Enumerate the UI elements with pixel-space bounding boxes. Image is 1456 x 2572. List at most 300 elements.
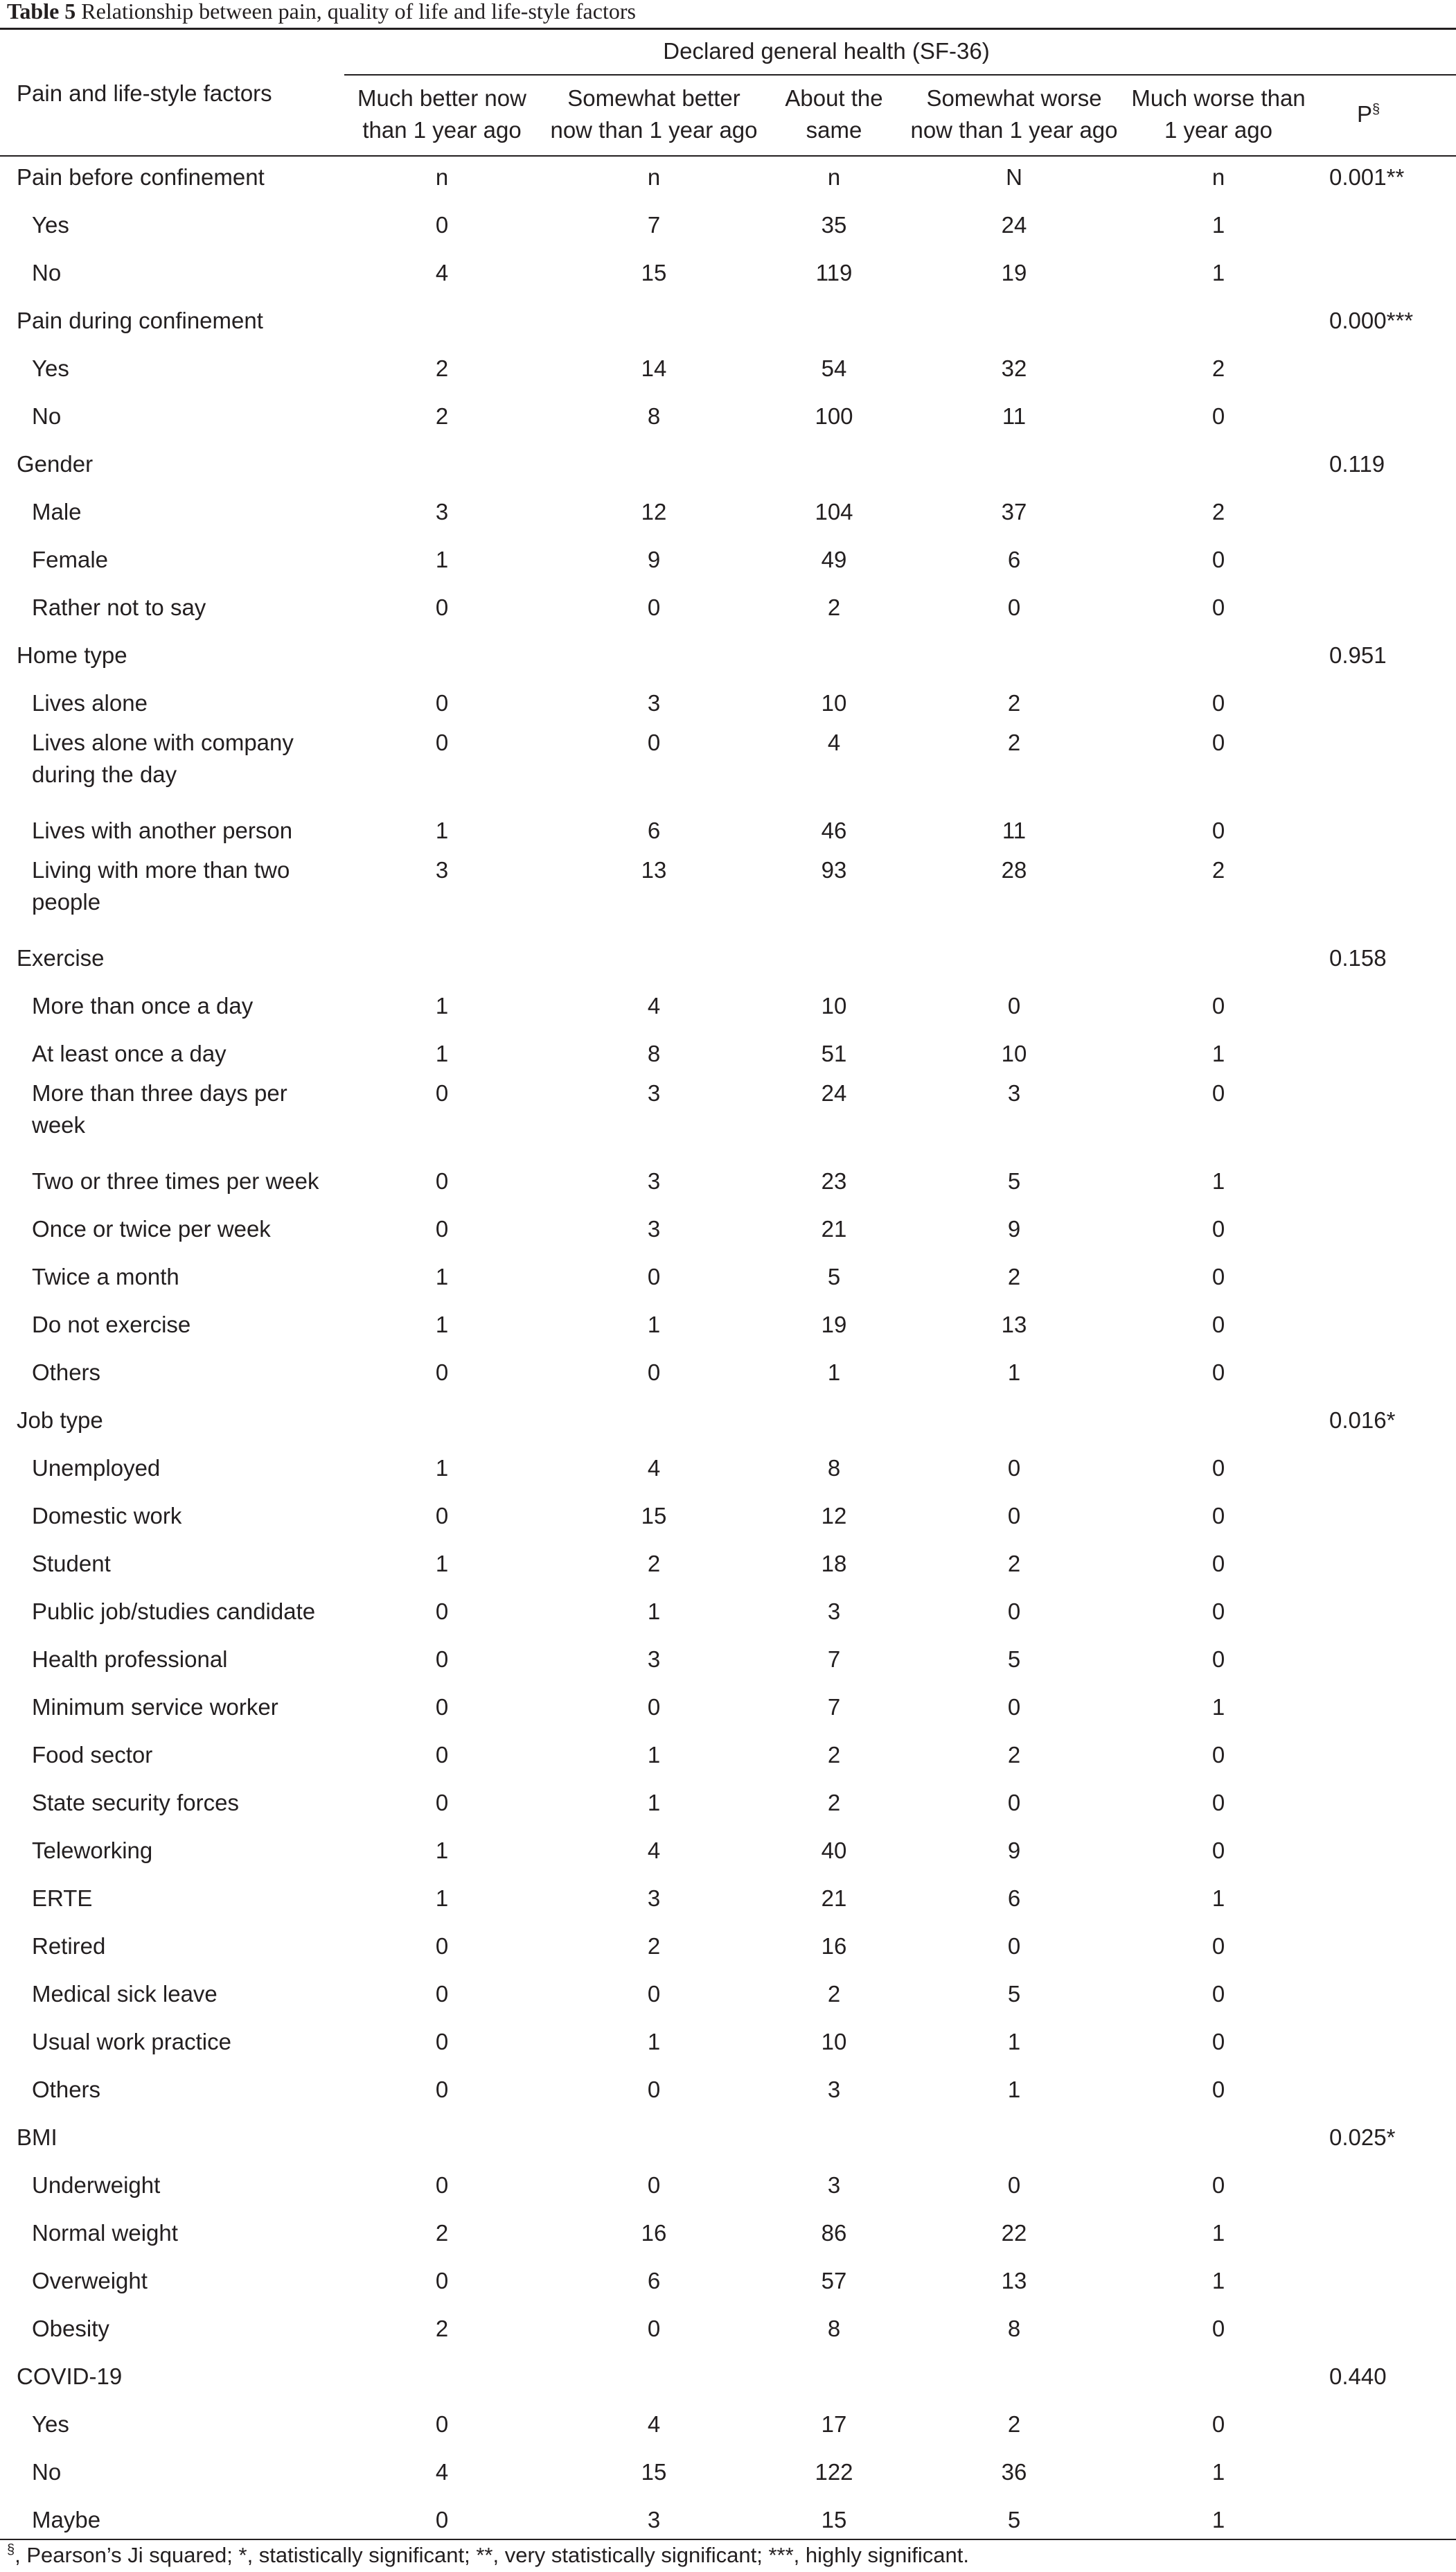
section-header-cell: [540, 2352, 768, 2400]
section-header-cell: [540, 1396, 768, 1444]
table-cell: 93: [821, 857, 847, 883]
table-cell: 1: [647, 1741, 661, 1768]
table-cell: 5: [1007, 1168, 1021, 1194]
table-cell: 2: [827, 1789, 841, 1815]
table-cell: 0: [1211, 1646, 1225, 1672]
table-cell: 14: [641, 355, 667, 381]
table-cell: 3: [647, 1080, 661, 1106]
table-caption: Relationship between pain, quality of life and life-style factors: [81, 0, 636, 24]
column-header: Much worse than 1 year ago: [1131, 85, 1306, 143]
section-header-cell: [768, 631, 900, 679]
section-title: BMI: [17, 2124, 57, 2150]
table-cell: 4: [435, 2458, 449, 2485]
table-cell: 3: [1007, 1080, 1021, 1106]
table-cell: 0: [1211, 1837, 1225, 1863]
row-label: Do not exercise: [32, 1311, 191, 1337]
table-cell: 4: [647, 992, 661, 1019]
row-label: Lives alone with company during the day: [32, 730, 294, 787]
section-header-cell: [768, 2352, 900, 2400]
table-cell: 8: [827, 1454, 841, 1481]
table-cell: 0: [1007, 1454, 1021, 1481]
row-label: Yes: [32, 355, 69, 381]
table-cell: 4: [827, 730, 841, 755]
column-header: Somewhat better now than 1 year ago: [550, 85, 758, 143]
row-label: Living with more than two people: [32, 857, 290, 915]
table-cell: 3: [827, 2172, 841, 2198]
table-cell: 122: [815, 2458, 853, 2485]
table-cell: 2: [827, 1741, 841, 1768]
table-cell: 0: [647, 730, 661, 755]
table-cell: 0: [435, 2076, 449, 2102]
table-label: Table 5: [7, 0, 76, 24]
table-cell: 4: [647, 1454, 661, 1481]
row-label: Food sector: [32, 1741, 153, 1768]
section-title: Job type: [17, 1407, 103, 1433]
table-cell: 4: [435, 259, 449, 285]
table-cell: 1: [1211, 2219, 1225, 2246]
table-row: [0, 1253, 1456, 1301]
table-cell: 0: [1007, 2172, 1021, 2198]
table-cell: 0: [435, 2506, 449, 2533]
table-cell: 0: [1211, 2076, 1225, 2102]
table-cell: 11: [1002, 403, 1027, 429]
table-cell: 5: [827, 1263, 841, 1289]
row-label: No: [32, 403, 62, 429]
table-cell: 10: [821, 2028, 847, 2054]
table-cell: 1: [1211, 1040, 1225, 1066]
table-row: [0, 2448, 1456, 2496]
section-header-cell: [344, 297, 540, 344]
row-label: Lives with another person: [32, 817, 293, 843]
table-cell: 0: [1211, 992, 1225, 1019]
table-row: [0, 1587, 1456, 1635]
table-row: [0, 583, 1456, 631]
row-label: Usual work practice: [32, 2028, 231, 2054]
table-cell: 0: [647, 1359, 661, 1385]
table-cell: 3: [827, 1598, 841, 1624]
table-row: [0, 1205, 1456, 1253]
row-label: Underweight: [32, 2172, 161, 2198]
row-label: Others: [32, 2076, 101, 2102]
table-row: [0, 807, 1456, 854]
section-title: COVID-19: [17, 2363, 123, 2389]
row-label: Others: [32, 1359, 101, 1385]
section-header-cell: [540, 2113, 768, 2161]
table-cell: 119: [815, 259, 853, 285]
table-row: [0, 344, 1456, 392]
section-header-cell: N: [1006, 164, 1022, 190]
table-cell: 22: [1001, 2219, 1027, 2246]
table-cell: 0: [1211, 2411, 1225, 2437]
row-label: Normal weight: [32, 2219, 178, 2246]
table-cell: 13: [641, 857, 667, 883]
header-row-group: [0, 28, 1456, 75]
table-row: [0, 2400, 1456, 2448]
table-cell: 49: [821, 546, 847, 572]
table-row: [0, 201, 1456, 249]
row-label: More than three days per week: [32, 1080, 287, 1138]
section-header-cell: [900, 934, 1128, 982]
table-cell: 7: [647, 211, 661, 238]
table-cell: 2: [435, 2315, 449, 2341]
section-header-cell: [900, 2113, 1128, 2161]
table-cell: 0: [435, 1741, 449, 1768]
table-cell: 0: [435, 2267, 449, 2293]
table-cell: 15: [641, 259, 667, 285]
p-value: 0.016*: [1329, 1407, 1396, 1433]
p-value: 0.951: [1329, 642, 1387, 668]
table-cell: 0: [435, 1646, 449, 1672]
table-cell: 3: [435, 498, 449, 525]
table-cell: 0: [435, 2411, 449, 2437]
table-cell: 0: [647, 1693, 661, 1720]
section-header-cell: [344, 934, 540, 982]
table-row: [0, 1030, 1456, 1077]
table-cell: 28: [1001, 857, 1027, 883]
table-cell: 0: [435, 1080, 449, 1106]
table-cell: 0: [1211, 1741, 1225, 1768]
table-cell: 0: [647, 2076, 661, 2102]
table-cell: 10: [1001, 1040, 1027, 1066]
section-header-cell: [900, 440, 1128, 488]
section-header-cell: [540, 631, 768, 679]
table-cell: 2: [1007, 689, 1021, 716]
row-label: Health professional: [32, 1646, 228, 1672]
table-row: [0, 1444, 1456, 1492]
section-title: Pain before confinement: [17, 164, 265, 190]
section-header-cell: [768, 2113, 900, 2161]
section-header-cell: n: [827, 164, 841, 190]
table-cell: 16: [821, 1932, 847, 1959]
table-cell: 0: [1211, 2172, 1225, 2198]
table-cell: 23: [821, 1168, 847, 1194]
table-cell: 0: [1007, 1598, 1021, 1624]
table-row: [0, 2018, 1456, 2065]
section-header-cell: [768, 440, 900, 488]
section-header-cell: [900, 631, 1128, 679]
table-cell: 0: [1211, 817, 1225, 843]
table-cell: 0: [435, 1215, 449, 1242]
table-cell: 0: [647, 2172, 661, 2198]
section-header-cell: [1128, 934, 1308, 982]
section-header-cell: [344, 1396, 540, 1444]
table-cell: 6: [1007, 1885, 1021, 1911]
table-cell: 0: [435, 689, 449, 716]
table-cell: 1: [435, 817, 449, 843]
table-cell: 2: [435, 355, 449, 381]
section-title: Gender: [17, 450, 94, 477]
row-label: Minimum service worker: [32, 1693, 278, 1720]
table-cell: 2: [1007, 1263, 1021, 1289]
table-row: [0, 2209, 1456, 2257]
table-cell: 13: [1001, 2267, 1027, 2293]
section-header-cell: [900, 297, 1128, 344]
group-header: Declared general health (SF-36): [663, 38, 990, 64]
table-cell: 1: [435, 1040, 449, 1066]
row-label: Yes: [32, 211, 69, 238]
table-cell: 4: [647, 1837, 661, 1863]
table-cell: 1: [647, 1311, 661, 1337]
table-cell: 10: [821, 689, 847, 716]
table-cell: 0: [1211, 1932, 1225, 1959]
section-header-row: [0, 297, 1456, 344]
table-cell: 1: [647, 1789, 661, 1815]
table-cell: 0: [1211, 1789, 1225, 1815]
table-cell: 6: [647, 817, 661, 843]
row-label: Student: [32, 1550, 111, 1576]
row-label: Maybe: [32, 2506, 101, 2533]
table-row: [0, 1826, 1456, 1874]
section-header-cell: [768, 297, 900, 344]
section-header-cell: [768, 1396, 900, 1444]
table-cell: 0: [1211, 594, 1225, 620]
section-header-cell: n: [1211, 164, 1225, 190]
table-cell: 9: [1007, 1837, 1021, 1863]
table-body: [0, 28, 1456, 2544]
table-cell: 12: [821, 1502, 847, 1529]
table-row: [0, 727, 1456, 807]
row-label: Yes: [32, 2411, 69, 2437]
table-cell: 1: [435, 1885, 449, 1911]
section-header-cell: [1128, 631, 1308, 679]
table-cell: 0: [1211, 546, 1225, 572]
section-header-row: [0, 2113, 1456, 2161]
table-cell: 0: [1211, 1550, 1225, 1576]
table-cell: 3: [435, 857, 449, 883]
table-cell: 2: [435, 403, 449, 429]
column-header: About the same: [785, 85, 883, 143]
table-cell: 37: [1001, 498, 1027, 525]
table-row: [0, 1348, 1456, 1396]
section-header-cell: [540, 297, 768, 344]
table-cell: 0: [435, 2172, 449, 2198]
table-cell: 24: [1001, 211, 1027, 238]
table-cell: 0: [435, 1693, 449, 1720]
row-label: Domestic work: [32, 1502, 182, 1529]
table-cell: 1: [435, 1454, 449, 1481]
table-cell: 1: [1211, 1885, 1225, 1911]
data-table: [0, 28, 1456, 2544]
table-cell: 54: [821, 355, 847, 381]
table-row: [0, 679, 1456, 727]
table-cell: 2: [1211, 498, 1225, 525]
table-cell: 1: [435, 1837, 449, 1863]
table-cell: 0: [1211, 1359, 1225, 1385]
table-cell: 13: [1001, 1311, 1027, 1337]
column-header: Much better now than 1 year ago: [357, 85, 526, 143]
section-header-row: [0, 153, 1456, 201]
row-label: Public job/studies candidate: [32, 1598, 316, 1624]
table-cell: 0: [1211, 2315, 1225, 2341]
table-row: [0, 1540, 1456, 1587]
table-cell: 0: [435, 730, 449, 755]
table-cell: 9: [1007, 1215, 1021, 1242]
table-cell: 0: [435, 1980, 449, 2007]
table-cell: 17: [821, 2411, 847, 2437]
table-cell: 0: [1007, 1789, 1021, 1815]
table-cell: 5: [1007, 2506, 1021, 2533]
table-cell: 0: [1211, 2028, 1225, 2054]
table-cell: 6: [1007, 546, 1021, 572]
row-label: State security forces: [32, 1789, 239, 1815]
table-cell: 1: [1211, 1693, 1225, 1720]
row-label: Unemployed: [32, 1454, 161, 1481]
table-cell: 12: [641, 498, 667, 525]
table-cell: 2: [827, 594, 841, 620]
section-header-cell: [1128, 440, 1308, 488]
table-row: [0, 2496, 1456, 2544]
table-cell: 3: [647, 1215, 661, 1242]
table-cell: 2: [827, 1980, 841, 2007]
table-row: [0, 1970, 1456, 2018]
table-cell: 24: [821, 1080, 847, 1106]
p-value: 0.000***: [1329, 307, 1414, 333]
section-header-cell: [1128, 297, 1308, 344]
table-cell: 46: [821, 817, 847, 843]
table-cell: 1: [647, 2028, 661, 2054]
p-value: 0.440: [1329, 2363, 1387, 2389]
table-cell: 1: [435, 546, 449, 572]
table-cell: 2: [1007, 2411, 1021, 2437]
table-cell: 5: [1007, 1646, 1021, 1672]
table-cell: 0: [647, 594, 661, 620]
table-cell: 0: [647, 2315, 661, 2341]
table-cell: 4: [647, 2411, 661, 2437]
table-cell: 0: [1211, 1215, 1225, 1242]
row-label: Twice a month: [32, 1263, 179, 1289]
table-cell: 0: [435, 1789, 449, 1815]
row-label: ERTE: [32, 1885, 93, 1911]
section-header-cell: [540, 440, 768, 488]
table-cell: 0: [1211, 1598, 1225, 1624]
table-footnote: [7, 2542, 969, 2569]
table-cell: 1: [1007, 2028, 1021, 2054]
table-row: [0, 1731, 1456, 1779]
row-label: Obesity: [32, 2315, 109, 2341]
row-label: Rather not to say: [32, 594, 206, 620]
table-row: [0, 1683, 1456, 1731]
table-cell: 15: [821, 2506, 847, 2533]
table-cell: 104: [815, 498, 853, 525]
footnote-text: , Pearson’s Ji squared; *, statistically significant; **, very statistically significant; ***, highly significant.: [15, 2543, 969, 2567]
table-cell: 2: [1211, 355, 1225, 381]
table-cell: 19: [1001, 259, 1027, 285]
table-cell: 1: [1211, 259, 1225, 285]
table-cell: 1: [1007, 1359, 1021, 1385]
table-row: [0, 1492, 1456, 1540]
table-row: [0, 2065, 1456, 2113]
table-cell: 2: [1211, 857, 1225, 883]
table-cell: 1: [647, 1598, 661, 1624]
row-label: Retired: [32, 1932, 106, 1959]
table-cell: 0: [1211, 1980, 1225, 2007]
table-cell: 2: [1007, 1741, 1021, 1768]
p-value: 0.119: [1329, 450, 1385, 477]
table-cell: 35: [821, 211, 847, 238]
table-cell: 32: [1001, 355, 1027, 381]
table-cell: 21: [821, 1885, 847, 1911]
table-cell: 21: [821, 1215, 847, 1242]
row-label: Male: [32, 498, 82, 525]
table-cell: 3: [647, 1646, 661, 1672]
table-cell: 1: [827, 1359, 841, 1385]
table-cell: 40: [821, 1837, 847, 1863]
table-cell: 1: [1211, 2458, 1225, 2485]
table-row: [0, 1779, 1456, 1826]
table-cell: 7: [827, 1693, 841, 1720]
table-row: [0, 1157, 1456, 1205]
section-header-row: [0, 1396, 1456, 1444]
table-cell: 0: [1007, 1502, 1021, 1529]
table-cell: 1: [1211, 2506, 1225, 2533]
table-cell: 0: [1211, 730, 1225, 755]
row-label: No: [32, 259, 62, 285]
table-cell: 1: [435, 992, 449, 1019]
section-header-cell: n: [647, 164, 661, 190]
footnote-symbol: §: [7, 2542, 15, 2557]
stub-header: Pain and life-style factors: [17, 80, 272, 106]
table-cell: 1: [1211, 2267, 1225, 2293]
table-row: [0, 1635, 1456, 1683]
table-cell: 16: [641, 2219, 667, 2246]
table-row: [0, 1077, 1456, 1157]
table-row: [0, 2305, 1456, 2352]
table-cell: 0: [647, 1980, 661, 2007]
section-header-cell: [344, 631, 540, 679]
table-row: [0, 1922, 1456, 1970]
section-title: Exercise: [17, 944, 105, 971]
table-cell: 1: [435, 1311, 449, 1337]
row-label: Two or three times per week: [32, 1168, 319, 1194]
row-label: Overweight: [32, 2267, 148, 2293]
table-cell: 2: [647, 1932, 661, 1959]
section-header-row: [0, 631, 1456, 679]
table-row: [0, 392, 1456, 440]
section-header-cell: [540, 934, 768, 982]
section-header-cell: [768, 934, 900, 982]
table-cell: 0: [435, 1359, 449, 1385]
p-column-header: P§: [1357, 100, 1380, 127]
table-cell: 8: [1007, 2315, 1021, 2341]
table-title: [7, 0, 636, 28]
table-cell: 9: [647, 546, 661, 572]
section-header-cell: [344, 2113, 540, 2161]
table-cell: 2: [1007, 730, 1021, 755]
table-cell: 0: [1211, 1502, 1225, 1529]
section-title: Pain during confinement: [17, 307, 263, 333]
table-cell: 0: [647, 1263, 661, 1289]
table-cell: 0: [435, 1932, 449, 1959]
table-cell: 8: [647, 1040, 661, 1066]
table-cell: 0: [1007, 1932, 1021, 1959]
table-cell: 2: [647, 1550, 661, 1576]
table-cell: 1: [1007, 2076, 1021, 2102]
row-label: Lives alone: [32, 689, 148, 716]
section-header-row: [0, 934, 1456, 982]
section-title: Home type: [17, 642, 127, 668]
table-cell: 0: [435, 211, 449, 238]
table-cell: 2: [1007, 1550, 1021, 1576]
p-value: 0.025*: [1329, 2124, 1396, 2150]
table-row: [0, 1301, 1456, 1348]
table-cell: 8: [827, 2315, 841, 2341]
table-cell: 0: [1211, 1080, 1225, 1106]
table-cell: 0: [435, 2028, 449, 2054]
table-cell: 3: [647, 1168, 661, 1194]
table-cell: 3: [647, 1885, 661, 1911]
row-label: Female: [32, 546, 109, 572]
table-row: [0, 2161, 1456, 2209]
